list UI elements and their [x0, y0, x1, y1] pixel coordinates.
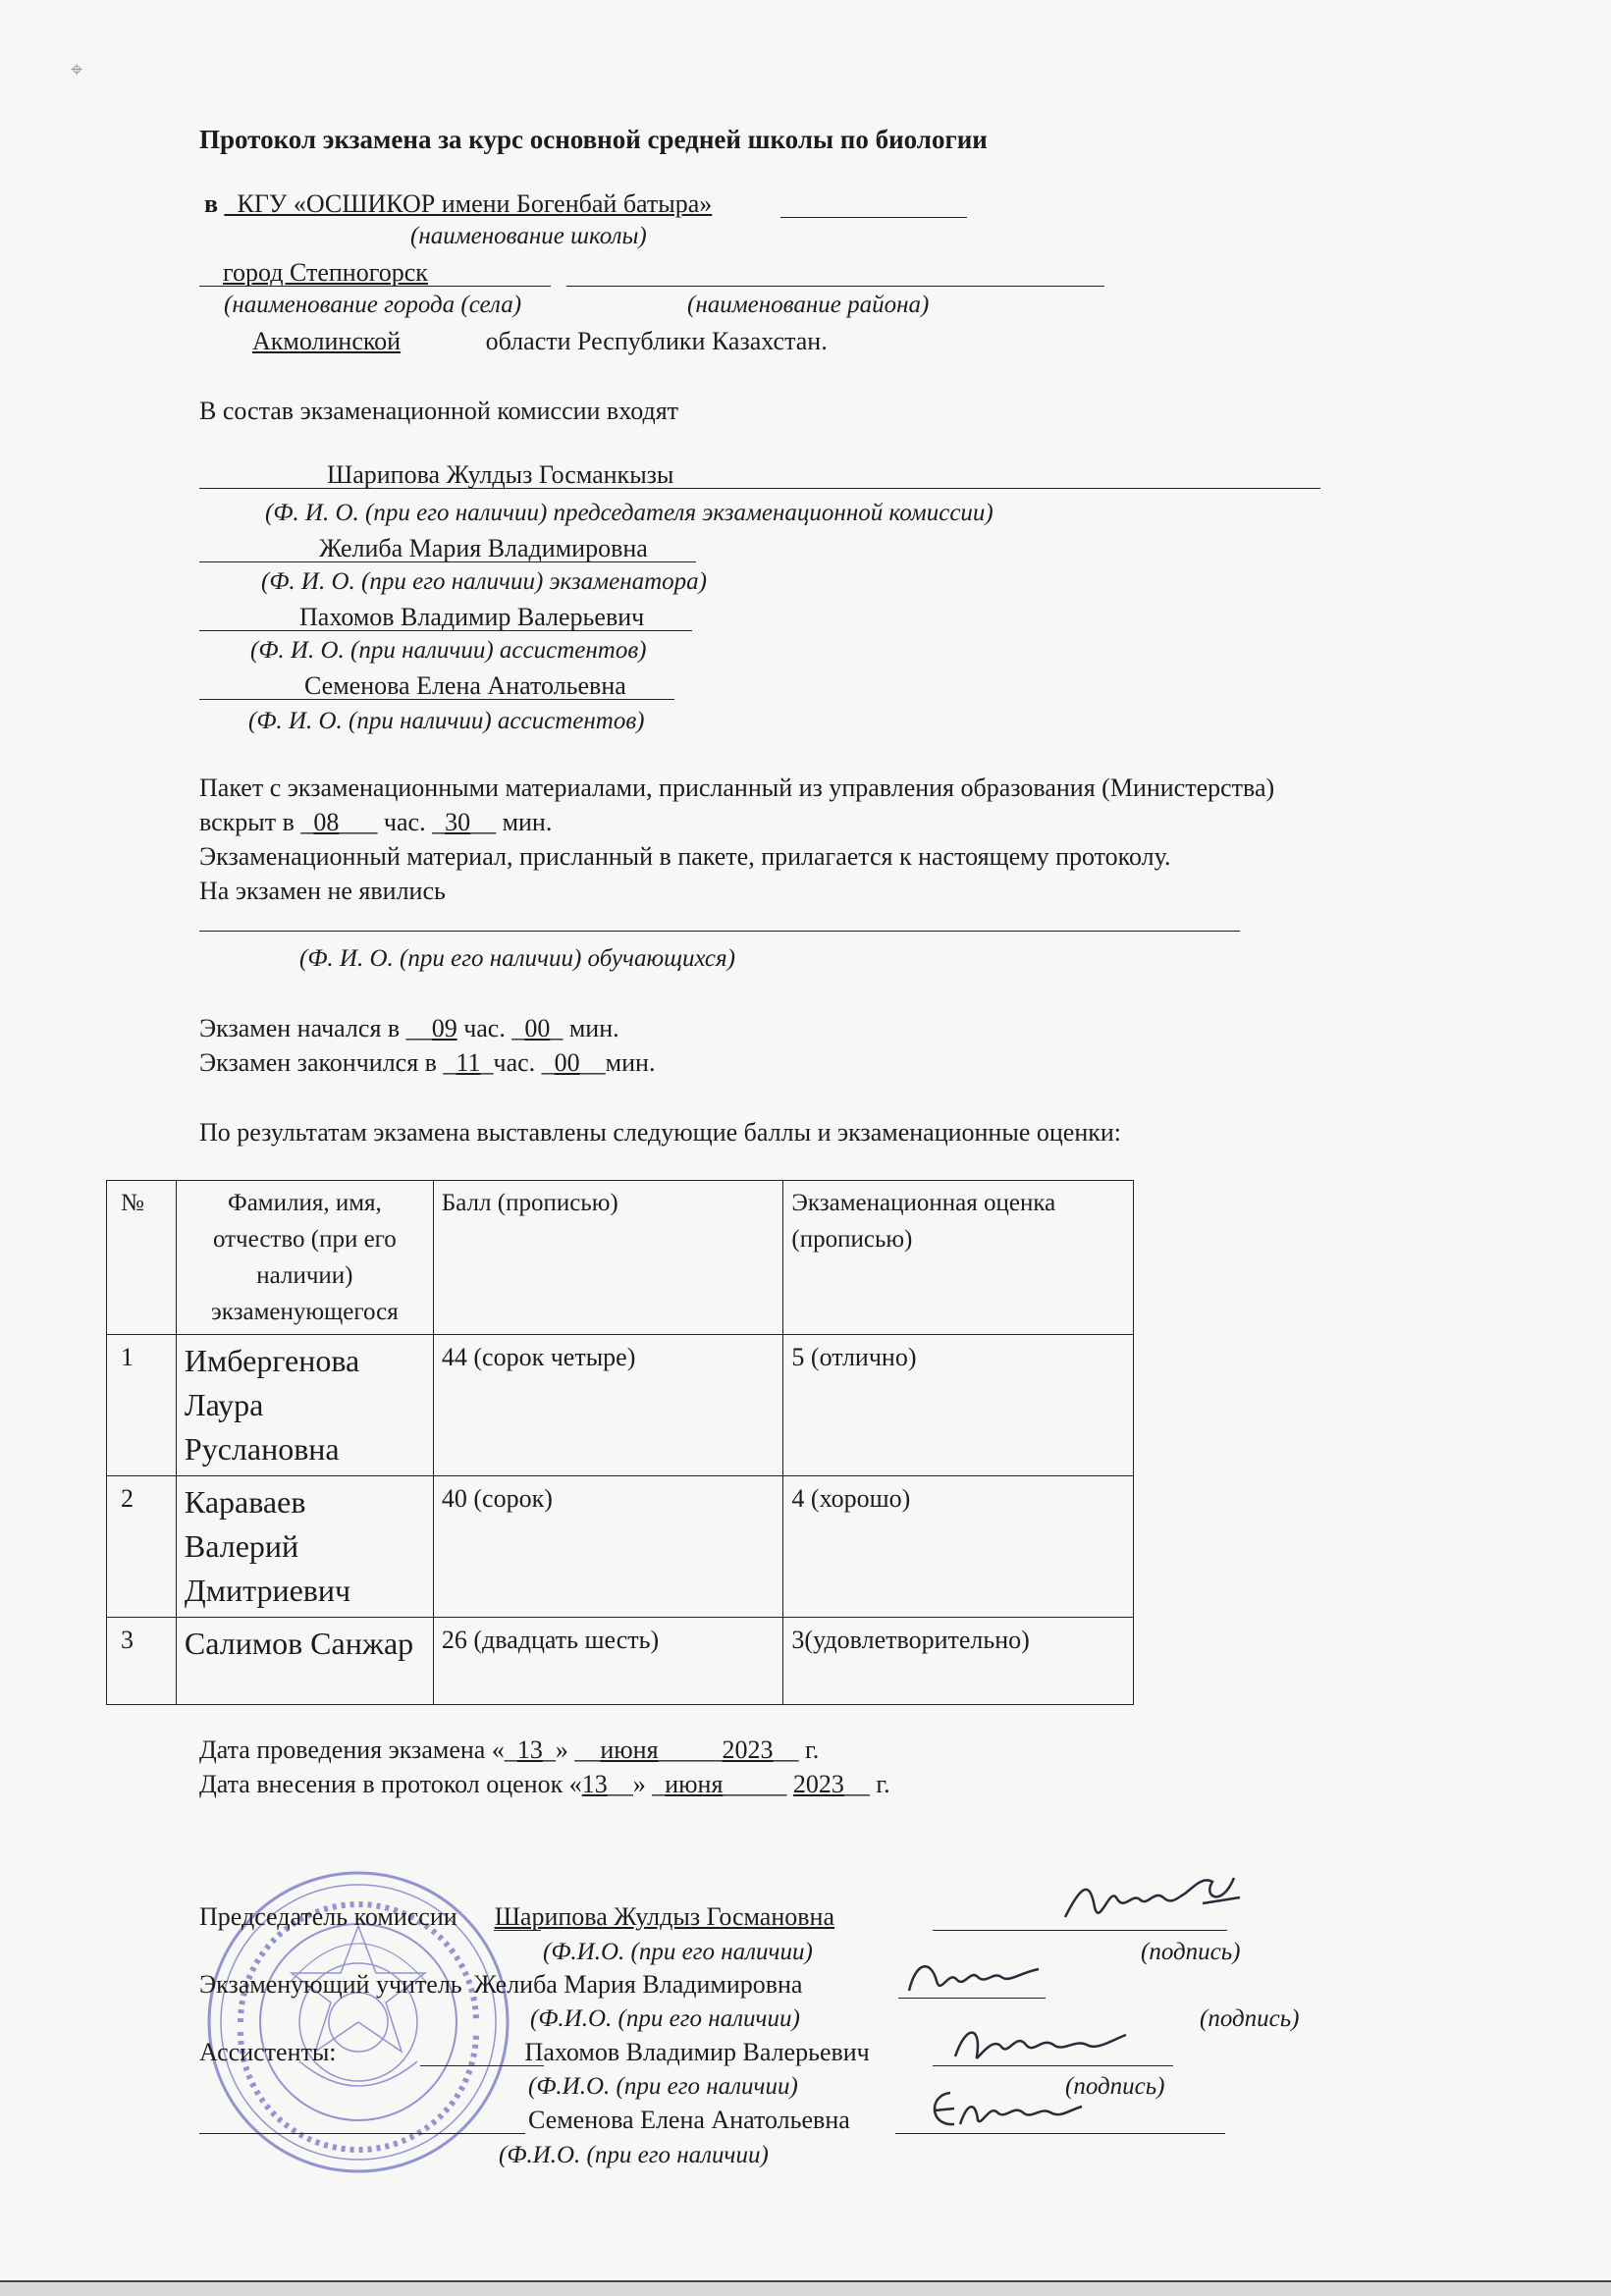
- city-line: [199, 257, 428, 289]
- table-row: [107, 1476, 1134, 1618]
- absent-rule: [199, 931, 1240, 932]
- start-mid: час. _: [456, 1014, 525, 1042]
- row-score: 26 (двадцать шесть): [433, 1618, 783, 1705]
- table-row: [107, 1618, 1134, 1705]
- entry-date-mid2: _____: [723, 1770, 793, 1798]
- exam-month: июня: [600, 1735, 659, 1764]
- row-grade: 5 (отлично): [783, 1335, 1134, 1476]
- row-grade: 3(удовлетворительно): [783, 1618, 1134, 1705]
- packet-line-2: [199, 807, 552, 838]
- sign-examiner-label: Экзаменующий учитель: [199, 1970, 462, 1999]
- sign-chair-name: Шарипова Жулдыз Госмановна: [494, 1902, 834, 1931]
- entry-date-pre: Дата внесения в протокол оценок «: [199, 1770, 582, 1798]
- school-name: _КГУ «ОСШИКОР имени Богенбай батыра»: [224, 189, 713, 218]
- entry-date-post: __ г.: [843, 1770, 890, 1798]
- scan-edge-bar: [0, 2282, 1611, 2296]
- exam-date-post: __ г.: [773, 1735, 820, 1764]
- exam-date-mid1: _» __: [542, 1735, 601, 1764]
- assistant2-caption: (Ф. И. О. (при наличии) ассистентов): [248, 708, 645, 734]
- chair-name: Шарипова Жулдыз Госманкызы: [327, 460, 674, 489]
- assistant1-signature-icon: [947, 2017, 1134, 2076]
- region-name: Акмолинской: [252, 327, 402, 355]
- examiner-caption: (Ф. И. О. (при его наличии) экзаменатора): [261, 568, 707, 595]
- scan-mark-icon: ⌖: [71, 57, 83, 81]
- exam-date-line: [199, 1735, 819, 1766]
- chair-caption: (Ф. И. О. (при его наличии) председателя экзаменационной комиссии): [265, 500, 993, 526]
- end-time-line: [199, 1047, 655, 1079]
- packet-pre: вскрыт в _: [199, 808, 314, 836]
- start-time-line: [199, 1013, 619, 1044]
- row-score: 44 (сорок четыре): [433, 1335, 783, 1476]
- packet-post: __ мин.: [470, 808, 553, 836]
- absent-caption: (Ф. И. О. (при его наличии) обучающихся): [299, 945, 735, 972]
- row-score: 40 (сорок): [433, 1476, 783, 1618]
- sign-assistant1-signature-caption: (подпись): [1065, 2073, 1165, 2100]
- chair-rule: [199, 488, 1320, 489]
- assistant2-rule: [199, 699, 674, 700]
- school-caption: (наименование школы): [410, 223, 647, 249]
- header-grade: Экзаменационная оценка (прописью): [783, 1181, 1134, 1335]
- exam-year: 2023: [722, 1735, 774, 1764]
- end-mid: _час. _: [480, 1048, 555, 1077]
- row-name: Караваев Валерий Дмитриевич: [176, 1476, 433, 1618]
- material-line: Экзаменационный материал, присланный в пакете, прилагается к настоящему протоколу.: [199, 842, 1171, 871]
- absent-line: На экзамен не явились: [199, 877, 446, 905]
- region-suffix: области Республики Казахстан.: [479, 327, 828, 355]
- table-row: [107, 1335, 1134, 1476]
- row-name: Имбергенова Лаура Руслановна: [176, 1335, 433, 1476]
- sign-assistants-line: [199, 2037, 870, 2068]
- sign-examiner-signature-caption: (подпись): [1200, 2005, 1300, 2032]
- assistant1-rule: [199, 630, 692, 631]
- page-title: Протокол экзамена за курс основной средней школы по биологии: [199, 125, 988, 154]
- end-pre: Экзамен закончился в _: [199, 1048, 456, 1077]
- packet-line-1: Пакет с экзаменационными материалами, присланный из управления образования (Министерства): [199, 774, 1275, 802]
- region-line: [199, 326, 828, 357]
- district-rule: [566, 286, 1104, 287]
- sign-assistant2-fio-caption: (Ф.И.О. (при его наличии): [499, 2142, 769, 2168]
- commission-intro: В состав экзаменационной комиссии входят: [199, 397, 679, 425]
- city-name: город Степногорск: [223, 258, 428, 287]
- school-rule: [780, 217, 967, 218]
- row-number: 2: [107, 1476, 177, 1618]
- examiner-signature-icon: [901, 1951, 1048, 2005]
- results-line: По результатам экзамена выставлены следующие баллы и экзаменационные оценки:: [199, 1118, 1121, 1147]
- exam-day: 13: [516, 1735, 543, 1764]
- sign-assistant1-pre-rule: [420, 2065, 544, 2066]
- examiner-rule: [199, 561, 696, 562]
- row-number: 3: [107, 1618, 177, 1705]
- city-caption: (наименование города (села): [224, 292, 522, 318]
- sign-assistant2-pre-rule: [199, 2133, 525, 2134]
- sign-assistant2-name: Семенова Елена Анатольевна: [528, 2106, 850, 2134]
- school-line: [204, 188, 712, 220]
- sign-assistants-label: Ассистенты:: [199, 2038, 337, 2066]
- assistant1-caption: (Ф. И. О. (при наличии) ассистентов): [250, 637, 647, 664]
- header-name: Фамилия, имя, отчество (при его наличии) экзаменующегося: [176, 1181, 433, 1335]
- packet-hour: 08: [313, 808, 340, 836]
- sign-assistant1-fio-caption: (Ф.И.О. (при его наличии): [528, 2073, 798, 2100]
- row-name: Салимов Санжар: [176, 1618, 433, 1705]
- chair-signature-icon: [1055, 1868, 1242, 1937]
- examiner-name: Желиба Мария Владимировна: [319, 534, 648, 562]
- start-pre: Экзамен начался в __: [199, 1014, 432, 1042]
- start-hour: 09: [431, 1014, 457, 1042]
- row-grade: 4 (хорошо): [783, 1476, 1134, 1618]
- header-score: Балл (прописью): [433, 1181, 783, 1335]
- packet-mid: ___ час. _: [339, 808, 446, 836]
- assistant2-name: Семенова Елена Анатольевна: [304, 671, 626, 700]
- header-number: №: [107, 1181, 177, 1335]
- entry-day: 13: [581, 1770, 608, 1798]
- sign-chair-label: Председатель комиссии: [199, 1902, 457, 1931]
- school-prefix: в: [204, 189, 225, 218]
- entry-date-line: [199, 1769, 890, 1800]
- sign-chair-line: [199, 1901, 834, 1933]
- sign-chair-pre-rule: [494, 1930, 541, 1931]
- entry-year: 2023: [792, 1770, 844, 1798]
- city-rule: [199, 286, 551, 287]
- entry-month: июня: [665, 1770, 724, 1798]
- table-header-row: [107, 1181, 1134, 1335]
- sign-assistant1-name: Пахомов Владимир Валерьевич: [524, 2038, 870, 2066]
- exam-date-mid2: _____: [658, 1735, 723, 1764]
- start-post: _ мин.: [550, 1014, 619, 1042]
- sign-examiner-name: Желиба Мария Владимировна: [473, 1970, 803, 1999]
- row-number: 1: [107, 1335, 177, 1476]
- sign-chair-fio-caption: (Ф.И.О. (при его наличии): [543, 1939, 813, 1965]
- exam-date-pre: Дата проведения экзамена «_: [199, 1735, 517, 1764]
- sign-examiner-line: [199, 1969, 802, 2001]
- assistant2-signature-icon: [921, 2081, 1088, 2140]
- packet-min: 30: [445, 808, 471, 836]
- sign-chair-signature-caption: (подпись): [1141, 1939, 1241, 1965]
- results-table: [106, 1180, 1134, 1705]
- end-post: __мин.: [579, 1048, 656, 1077]
- start-min: 00: [524, 1014, 551, 1042]
- assistant1-name: Пахомов Владимир Валерьевич: [299, 603, 645, 631]
- entry-date-mid1: __» _: [607, 1770, 666, 1798]
- sign-examiner-fio-caption: (Ф.И.О. (при его наличии): [530, 2005, 800, 2032]
- district-caption: (наименование района): [687, 292, 930, 318]
- end-hour: 11: [456, 1048, 481, 1077]
- end-min: 00: [554, 1048, 580, 1077]
